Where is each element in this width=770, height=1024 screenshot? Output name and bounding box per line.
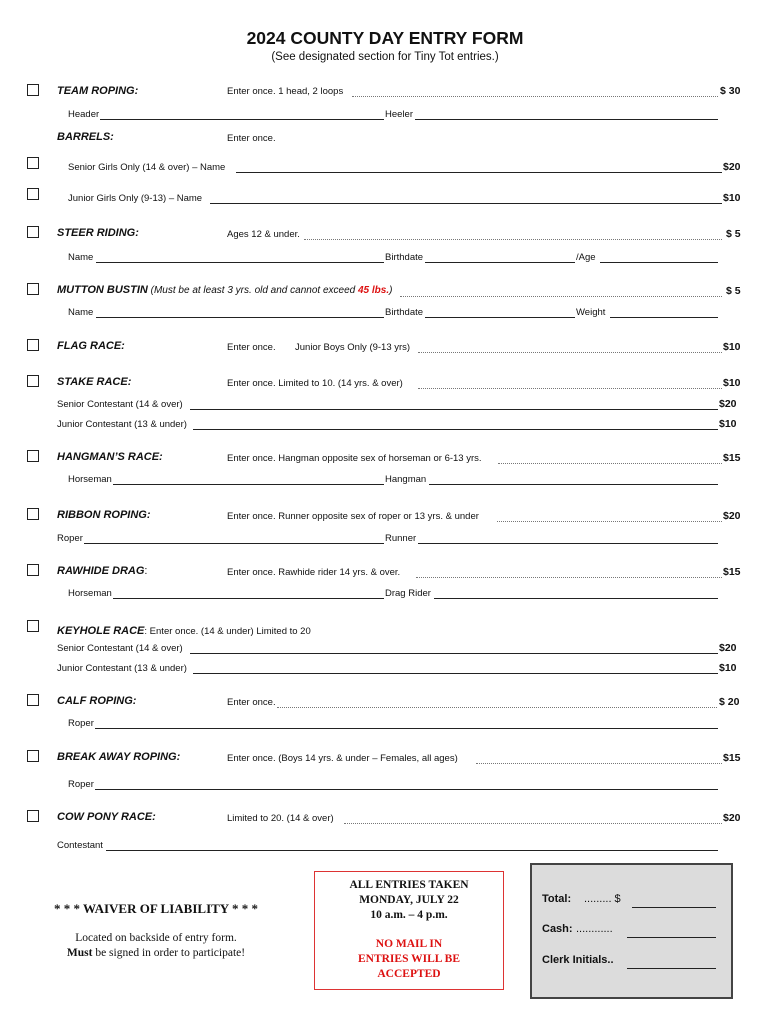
rawhide-colon: :: [144, 565, 148, 577]
break-away-roper-field[interactable]: [95, 789, 718, 790]
waiver-title: * * * WAIVER OF LIABILITY * * *: [54, 901, 258, 916]
ribbon-roping-price: $20: [723, 510, 741, 522]
rawhide-horseman-field[interactable]: [113, 598, 384, 599]
senior-girls-label: Senior Girls Only (14 & over) – Name: [68, 162, 226, 173]
leader-dots: [476, 763, 722, 764]
flag-race-price: $10: [723, 341, 741, 353]
runner-label: Runner: [385, 533, 417, 544]
junior-girls-label: Junior Girls Only (9-13) – Name: [68, 193, 203, 204]
steer-riding-price: $ 5: [726, 228, 741, 240]
total-field[interactable]: [632, 907, 716, 908]
waiver-line2: be signed in order to participate!: [92, 947, 246, 959]
leader-dots: [418, 352, 722, 353]
keyhole-junior-price: $10: [719, 662, 737, 674]
clerk-totals-box: [530, 863, 733, 999]
break-away-roper-label: Roper: [68, 779, 94, 790]
stake-junior-label: Junior Contestant (13 & under): [57, 419, 187, 430]
mutton-weight-field[interactable]: [610, 317, 718, 318]
keyhole-race-checkbox[interactable]: [27, 620, 39, 632]
stake-senior-price: $20: [719, 398, 737, 410]
notice-red3: ACCEPTED: [377, 968, 441, 980]
heeler-field-label: Heeler: [385, 109, 413, 120]
heeler-field[interactable]: [415, 119, 718, 120]
mutton-name-label: Name: [68, 307, 94, 318]
leader-dots: [497, 521, 722, 522]
page-title: 2024 COUNTY DAY ENTRY FORM: [246, 28, 524, 48]
steer-riding-label: STEER RIDING:: [57, 227, 139, 239]
hangman-checkbox[interactable]: [27, 450, 39, 462]
rawhide-drag-price: $15: [723, 566, 741, 578]
stake-junior-field[interactable]: [193, 429, 718, 430]
team-roping-desc: Enter once. 1 head, 2 loops: [227, 86, 344, 97]
mutton-weight-label: Weight: [576, 307, 606, 318]
horseman-label: Horseman: [68, 474, 112, 485]
leader-dots: [418, 388, 722, 389]
calf-roper-label: Roper: [68, 718, 94, 729]
runner-field[interactable]: [418, 543, 718, 544]
cow-pony-label: COW PONY RACE:: [57, 811, 156, 823]
keyhole-junior-label: Junior Contestant (13 & under): [57, 663, 187, 674]
waiver-must: Must: [66, 947, 93, 959]
mutton-bustin-label: MUTTON BUSTIN: [57, 284, 148, 296]
steer-riding-checkbox[interactable]: [27, 226, 39, 238]
steer-birthdate-field[interactable]: [425, 262, 575, 263]
mutton-name-field[interactable]: [96, 317, 384, 318]
senior-girls-checkbox[interactable]: [27, 157, 39, 169]
senior-girls-price: $20: [723, 161, 741, 173]
drag-rider-field[interactable]: [434, 598, 718, 599]
cash-label: Cash:: [542, 923, 573, 935]
cow-pony-checkbox[interactable]: [27, 810, 39, 822]
hangman-price: $15: [723, 452, 741, 464]
calf-roping-price: $ 20: [719, 696, 740, 708]
calf-roping-desc: Enter once.: [227, 697, 276, 708]
no-mail-notice: [315, 937, 503, 982]
ribbon-roping-desc: Enter once. Runner opposite sex of roper or 13 yrs. & under: [227, 511, 479, 522]
rawhide-drag-label: RAWHIDE DRAG: [57, 565, 145, 577]
clerk-initials-field[interactable]: [627, 968, 716, 969]
hangman-field-label: Hangman: [385, 474, 427, 485]
waiver-line2-wrap: [40, 946, 272, 961]
rawhide-drag-checkbox[interactable]: [27, 564, 39, 576]
stake-race-desc: Enter once. Limited to 10. (14 yrs. & over): [227, 378, 403, 389]
mutton-bustin-price: $ 5: [726, 285, 741, 297]
horseman-field[interactable]: [113, 484, 384, 485]
steer-riding-desc: Ages 12 & under.: [227, 229, 300, 240]
barrels-desc: Enter once.: [227, 133, 276, 144]
break-away-price: $15: [723, 752, 741, 764]
break-away-desc: Enter once. (Boys 14 yrs. & under – Females, all ages): [227, 753, 458, 764]
leader-dots: [498, 463, 722, 464]
team-roping-checkbox[interactable]: [27, 84, 39, 96]
keyhole-junior-field[interactable]: [193, 673, 718, 674]
entries-notice: [314, 871, 504, 990]
junior-girls-price: $10: [723, 192, 741, 204]
notice-red1: NO MAIL IN: [375, 938, 443, 950]
contestant-field[interactable]: [106, 850, 718, 851]
stake-senior-label: Senior Contestant (14 & over): [57, 399, 183, 410]
break-away-label: BREAK AWAY ROPING:: [57, 751, 181, 763]
flag-race-desc: Enter once.: [227, 342, 276, 353]
keyhole-senior-field[interactable]: [190, 653, 718, 654]
calf-roping-checkbox[interactable]: [27, 694, 39, 706]
ribbon-roper-label: Roper: [57, 533, 83, 544]
steer-name-label: Name: [68, 252, 94, 263]
hangman-field[interactable]: [429, 484, 718, 485]
keyhole-heading: [57, 621, 311, 639]
clerk-initials-label: Clerk Initials..: [542, 954, 614, 966]
mutton-note: (Must be at least 3 yrs. old and cannot exceed: [147, 285, 358, 296]
calf-roping-label: CALF ROPING:: [57, 695, 137, 707]
break-away-checkbox[interactable]: [27, 750, 39, 762]
notice-line3: 10 a.m. – 4 p.m.: [370, 909, 448, 921]
leader-dots: [400, 296, 722, 297]
leader-dots: [277, 707, 717, 708]
stake-senior-field[interactable]: [190, 409, 718, 410]
cow-pony-desc: Limited to 20. (14 & over): [227, 813, 334, 824]
rawhide-drag-heading: [57, 565, 147, 577]
rawhide-horseman-label: Horseman: [68, 588, 112, 599]
ribbon-roping-checkbox[interactable]: [27, 508, 39, 520]
notice-line1: ALL ENTRIES TAKEN: [349, 879, 469, 891]
mutton-birthdate-label: Birthdate: [385, 307, 424, 318]
stake-race-price: $10: [723, 377, 741, 389]
calf-roper-field[interactable]: [95, 728, 718, 729]
stake-race-checkbox[interactable]: [27, 375, 39, 387]
steer-age-label: /Age: [576, 252, 596, 263]
keyhole-race-label: KEYHOLE RACE: [57, 625, 145, 637]
header-field[interactable]: [100, 119, 384, 120]
waiver-line1: Located on backside of entry form.: [75, 932, 237, 944]
waiver-text: [40, 931, 272, 961]
leader-dots: [344, 823, 722, 824]
cow-pony-price: $20: [723, 812, 741, 824]
junior-girls-checkbox[interactable]: [27, 188, 39, 200]
stake-race-label: STAKE RACE:: [57, 376, 132, 388]
team-roping-price: $ 30: [720, 85, 741, 97]
total-dots: ......... $: [584, 893, 621, 905]
mutton-birthdate-field[interactable]: [425, 317, 575, 318]
weight-limit: 45 lbs.: [357, 285, 390, 296]
stake-junior-price: $10: [719, 418, 737, 430]
flag-race-desc2: Junior Boys Only (9-13 yrs): [295, 342, 411, 353]
barrels-label: BARRELS:: [57, 131, 114, 143]
ribbon-roper-field[interactable]: [84, 543, 384, 544]
flag-race-checkbox[interactable]: [27, 339, 39, 351]
hangman-desc: Enter once. Hangman opposite sex of horseman or 6-13 yrs.: [227, 453, 482, 464]
senior-girls-name-field[interactable]: [236, 172, 722, 173]
leader-dots: [352, 96, 718, 97]
keyhole-senior-price: $20: [719, 642, 737, 654]
junior-girls-name-field[interactable]: [210, 203, 722, 204]
drag-rider-label: Drag Rider: [385, 588, 431, 599]
mutton-bustin-checkbox[interactable]: [27, 283, 39, 295]
leader-dots: [304, 239, 722, 240]
keyhole-senior-label: Senior Contestant (14 & over): [57, 643, 183, 654]
flag-race-label: FLAG RACE:: [57, 340, 125, 352]
contestant-label: Contestant: [57, 840, 103, 851]
notice-red2: ENTRIES WILL BE: [357, 953, 461, 965]
steer-age-field[interactable]: [600, 262, 718, 263]
keyhole-desc: : Enter once. (14 & under) Limited to 20: [144, 626, 311, 637]
mutton-bustin-heading: [57, 284, 392, 296]
cash-dots: ............: [576, 923, 613, 935]
cash-field[interactable]: [627, 937, 716, 938]
steer-birthdate-label: Birthdate: [385, 252, 424, 263]
ribbon-roping-label: RIBBON ROPING:: [57, 509, 151, 521]
team-roping-label: TEAM ROPING:: [57, 85, 139, 97]
total-label: Total:: [542, 893, 572, 905]
leader-dots: [416, 577, 722, 578]
steer-name-field[interactable]: [96, 262, 384, 263]
header-field-label: Header: [68, 109, 100, 120]
hangman-label: HANGMAN’S RACE:: [57, 451, 163, 463]
rawhide-drag-desc: Enter once. Rawhide rider 14 yrs. & over.: [227, 567, 401, 578]
mutton-note-end: ): [389, 285, 393, 296]
page-subtitle: (See designated section for Tiny Tot entries.): [271, 51, 499, 63]
notice-line2: MONDAY, JULY 22: [359, 894, 459, 906]
